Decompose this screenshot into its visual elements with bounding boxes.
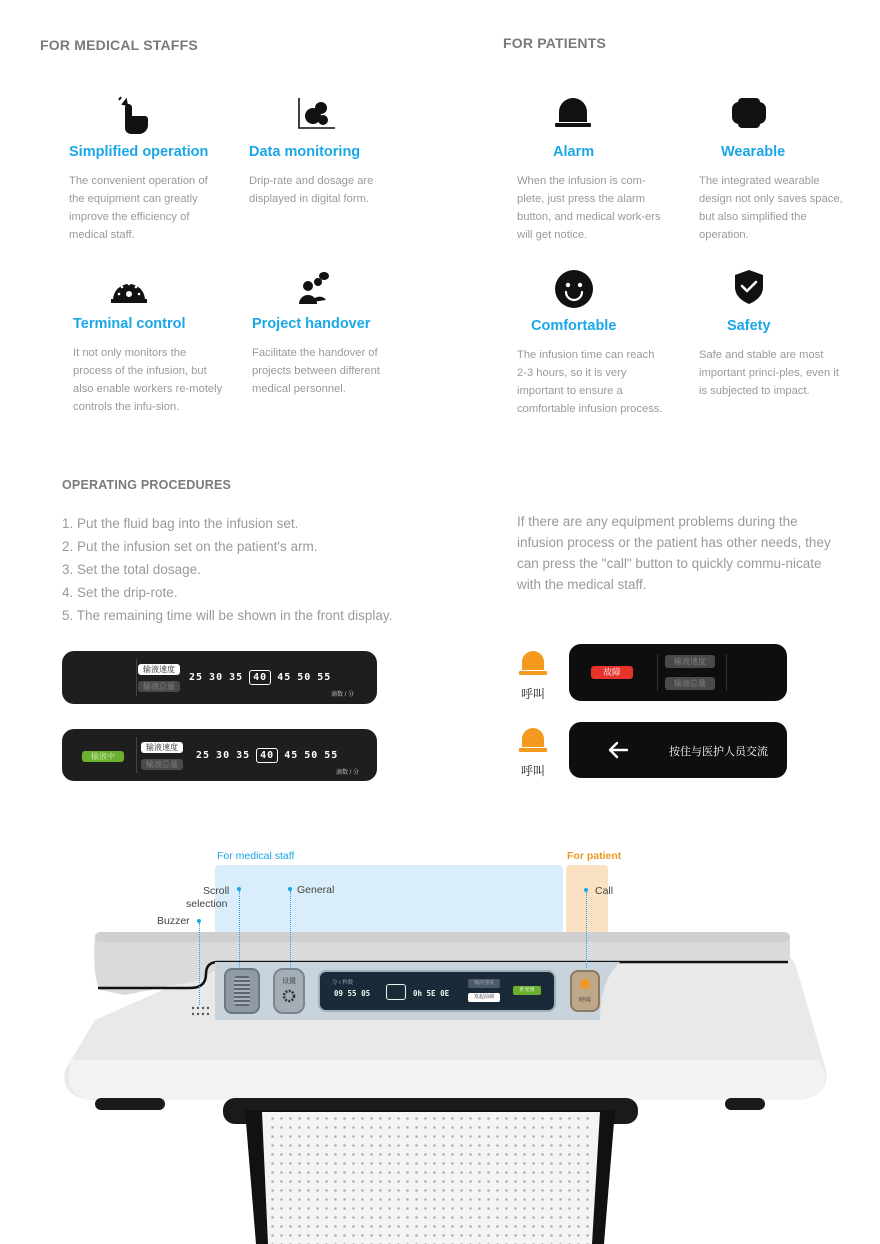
section-title-medical-staffs: FOR MEDICAL STAFFS (40, 37, 198, 53)
leader-line (199, 923, 200, 1005)
feature-title: Project handover (252, 316, 371, 332)
data-monitoring-icon (249, 96, 419, 136)
tick-label: 50 (304, 750, 319, 761)
screen-selected-box (386, 984, 406, 1000)
tick-selected: 40 (256, 748, 278, 763)
feature-title: Safety (727, 318, 771, 334)
tick-scale[interactable] (196, 750, 344, 761)
handover-people-icon (252, 268, 422, 308)
unit-label: 滴数 / 分 (336, 770, 360, 776)
tab-drip-rate[interactable]: 输液速度 (141, 742, 183, 753)
feature-title: Alarm (553, 144, 595, 160)
feature-wearable (699, 96, 869, 244)
display-panel-drip-rate (62, 651, 377, 704)
feature-desc: The infusion time can reach 2-3 hours, so it is very important to ensure a comfortable infusion process. (517, 349, 663, 415)
leader-line (290, 891, 291, 969)
label-for-medical-staff: For medical staff (217, 850, 295, 862)
feature-terminal-control (73, 268, 243, 416)
leader-line (586, 892, 587, 968)
terminal-gauge-icon (73, 268, 243, 308)
feature-data-monitoring (249, 96, 419, 208)
device-screen (318, 970, 556, 1012)
call-button[interactable] (513, 650, 553, 702)
list-item: 1. Put the fluid bag into the infusion set. (62, 516, 299, 531)
display-panel-infusing (62, 729, 377, 781)
orange-bell-icon (518, 650, 548, 678)
call-button[interactable] (513, 727, 553, 779)
divider (136, 737, 137, 773)
bell-icon (579, 978, 591, 990)
annotation-buzzer: Buzzer (157, 915, 190, 927)
tick-label: 35 (229, 672, 244, 683)
smiley-face-icon (517, 270, 687, 310)
tick-label: 35 (236, 750, 251, 761)
feature-desc: The integrated wearable design not only saves space, but also simplified the operation. (699, 175, 843, 241)
shield-check-icon (699, 270, 869, 310)
device-call-button[interactable] (570, 970, 600, 1012)
feature-title: Comfortable (531, 318, 617, 334)
pointer-hand-icon (69, 96, 239, 136)
tick-scale[interactable] (189, 672, 337, 683)
wearable-icon (699, 96, 869, 136)
unit-label: 滴数 / 分 (331, 692, 355, 698)
tick-label: 25 (196, 750, 211, 761)
call-label: 呼叫 (520, 687, 545, 701)
list-item: 2. Put the infusion set on the patient's arm. (62, 539, 318, 554)
annotation-scroll: Scroll (203, 885, 230, 897)
orange-bell-icon (518, 727, 548, 755)
tick-label: 30 (216, 750, 231, 761)
feature-safety (699, 270, 869, 400)
annotation-general: General (297, 884, 335, 896)
option-total-dosage[interactable]: 输液总量 (665, 677, 715, 690)
alarm-bell-icon (517, 96, 687, 136)
feature-title: Terminal control (73, 316, 186, 332)
procedure-steps (62, 512, 392, 627)
gear-label: 设置 (282, 978, 296, 985)
call-panel-fault (569, 644, 787, 701)
list-item: 4. Set the drip-rote. (62, 585, 178, 600)
tick-label: 30 (209, 672, 224, 683)
feature-desc: Facilitate the handover of projects between different medical personnel. (252, 347, 380, 395)
screen-status-badge: 补充剂 (513, 986, 541, 995)
tick-label: 50 (297, 672, 312, 683)
option-drip-rate[interactable]: 输液速度 (665, 655, 715, 668)
screen-digits-right: 0h 5E 0E (413, 989, 450, 998)
arrow-left-icon[interactable] (607, 741, 629, 759)
feature-title: Wearable (721, 144, 786, 160)
feature-alarm (517, 96, 687, 244)
call-label: 呼叫 (520, 764, 545, 778)
divider (136, 659, 137, 696)
feature-desc: Safe and stable are most important princi-ples, even it is subjected to impact. (699, 349, 839, 397)
annotation-call: Call (595, 885, 614, 897)
feature-simplified-operation (69, 96, 239, 244)
scroll-wheel[interactable] (224, 968, 260, 1014)
screen-tab-2: 发起前调 (468, 993, 500, 1002)
feature-title: Data monitoring (249, 144, 361, 160)
feature-desc: When the infusion is com-plete, just press the alarm button, and medical work-ers will get notice. (517, 175, 661, 241)
list-item: 3. Set the total dosage. (62, 562, 201, 577)
screen-top-label: 分 / 秒数 (332, 980, 354, 986)
tick-label: 25 (189, 672, 204, 683)
tick-label: 55 (317, 672, 332, 683)
divider (657, 654, 658, 691)
section-title-procedures: OPERATING PROCEDURES (62, 478, 232, 492)
leader-line (239, 891, 240, 969)
tab-drip-rate[interactable]: 输液速度 (138, 664, 180, 675)
tick-label: 45 (284, 750, 299, 761)
annotation-selection: selection (186, 898, 228, 910)
divider (726, 654, 727, 691)
call-note: If there are any equipment problems during the infusion process or the patient has other needs, they can press the "call" button to quickly commu-nicate with the medical staff. (517, 514, 831, 592)
feature-project-handover (252, 268, 422, 398)
section-title-patients: FOR PATIENTS (503, 35, 606, 51)
call-panel-talk (569, 722, 787, 778)
feature-desc: The convenient operation of the equipment can greatly improve the efficiency of medical staff. (69, 175, 208, 241)
tick-label: 55 (324, 750, 339, 761)
general-button[interactable] (273, 968, 305, 1014)
scroll-ridges (234, 976, 250, 1006)
tab-total-dosage[interactable]: 输液总量 (138, 681, 180, 692)
gear-icon (282, 989, 296, 1003)
screen-digits-left: 09 55 05 (334, 989, 371, 998)
talk-message: 按住与医护人员交流 (669, 746, 768, 758)
status-badge: 输液中 (82, 751, 124, 762)
screen-tab-1: 输液速度 (468, 979, 500, 988)
tab-total-dosage[interactable]: 输液总量 (141, 759, 183, 770)
feature-comfortable (517, 270, 687, 418)
feature-title: Simplified operation (69, 144, 209, 160)
device-call-label: 呼叫 (578, 998, 591, 1004)
label-for-patient: For patient (567, 850, 622, 862)
strap-mesh-pattern (268, 1114, 592, 1244)
tick-label: 45 (277, 672, 292, 683)
feature-desc: Drip-rate and dosage are displayed in digital form. (249, 175, 374, 205)
feature-desc: It not only monitors the process of the infusion, but also enable workers re-motely controls the infu-sion. (73, 347, 223, 413)
list-item: 5. The remaining time will be shown in the front display. (62, 608, 393, 623)
fault-badge: 故障 (591, 666, 633, 679)
tick-selected: 40 (249, 670, 271, 685)
